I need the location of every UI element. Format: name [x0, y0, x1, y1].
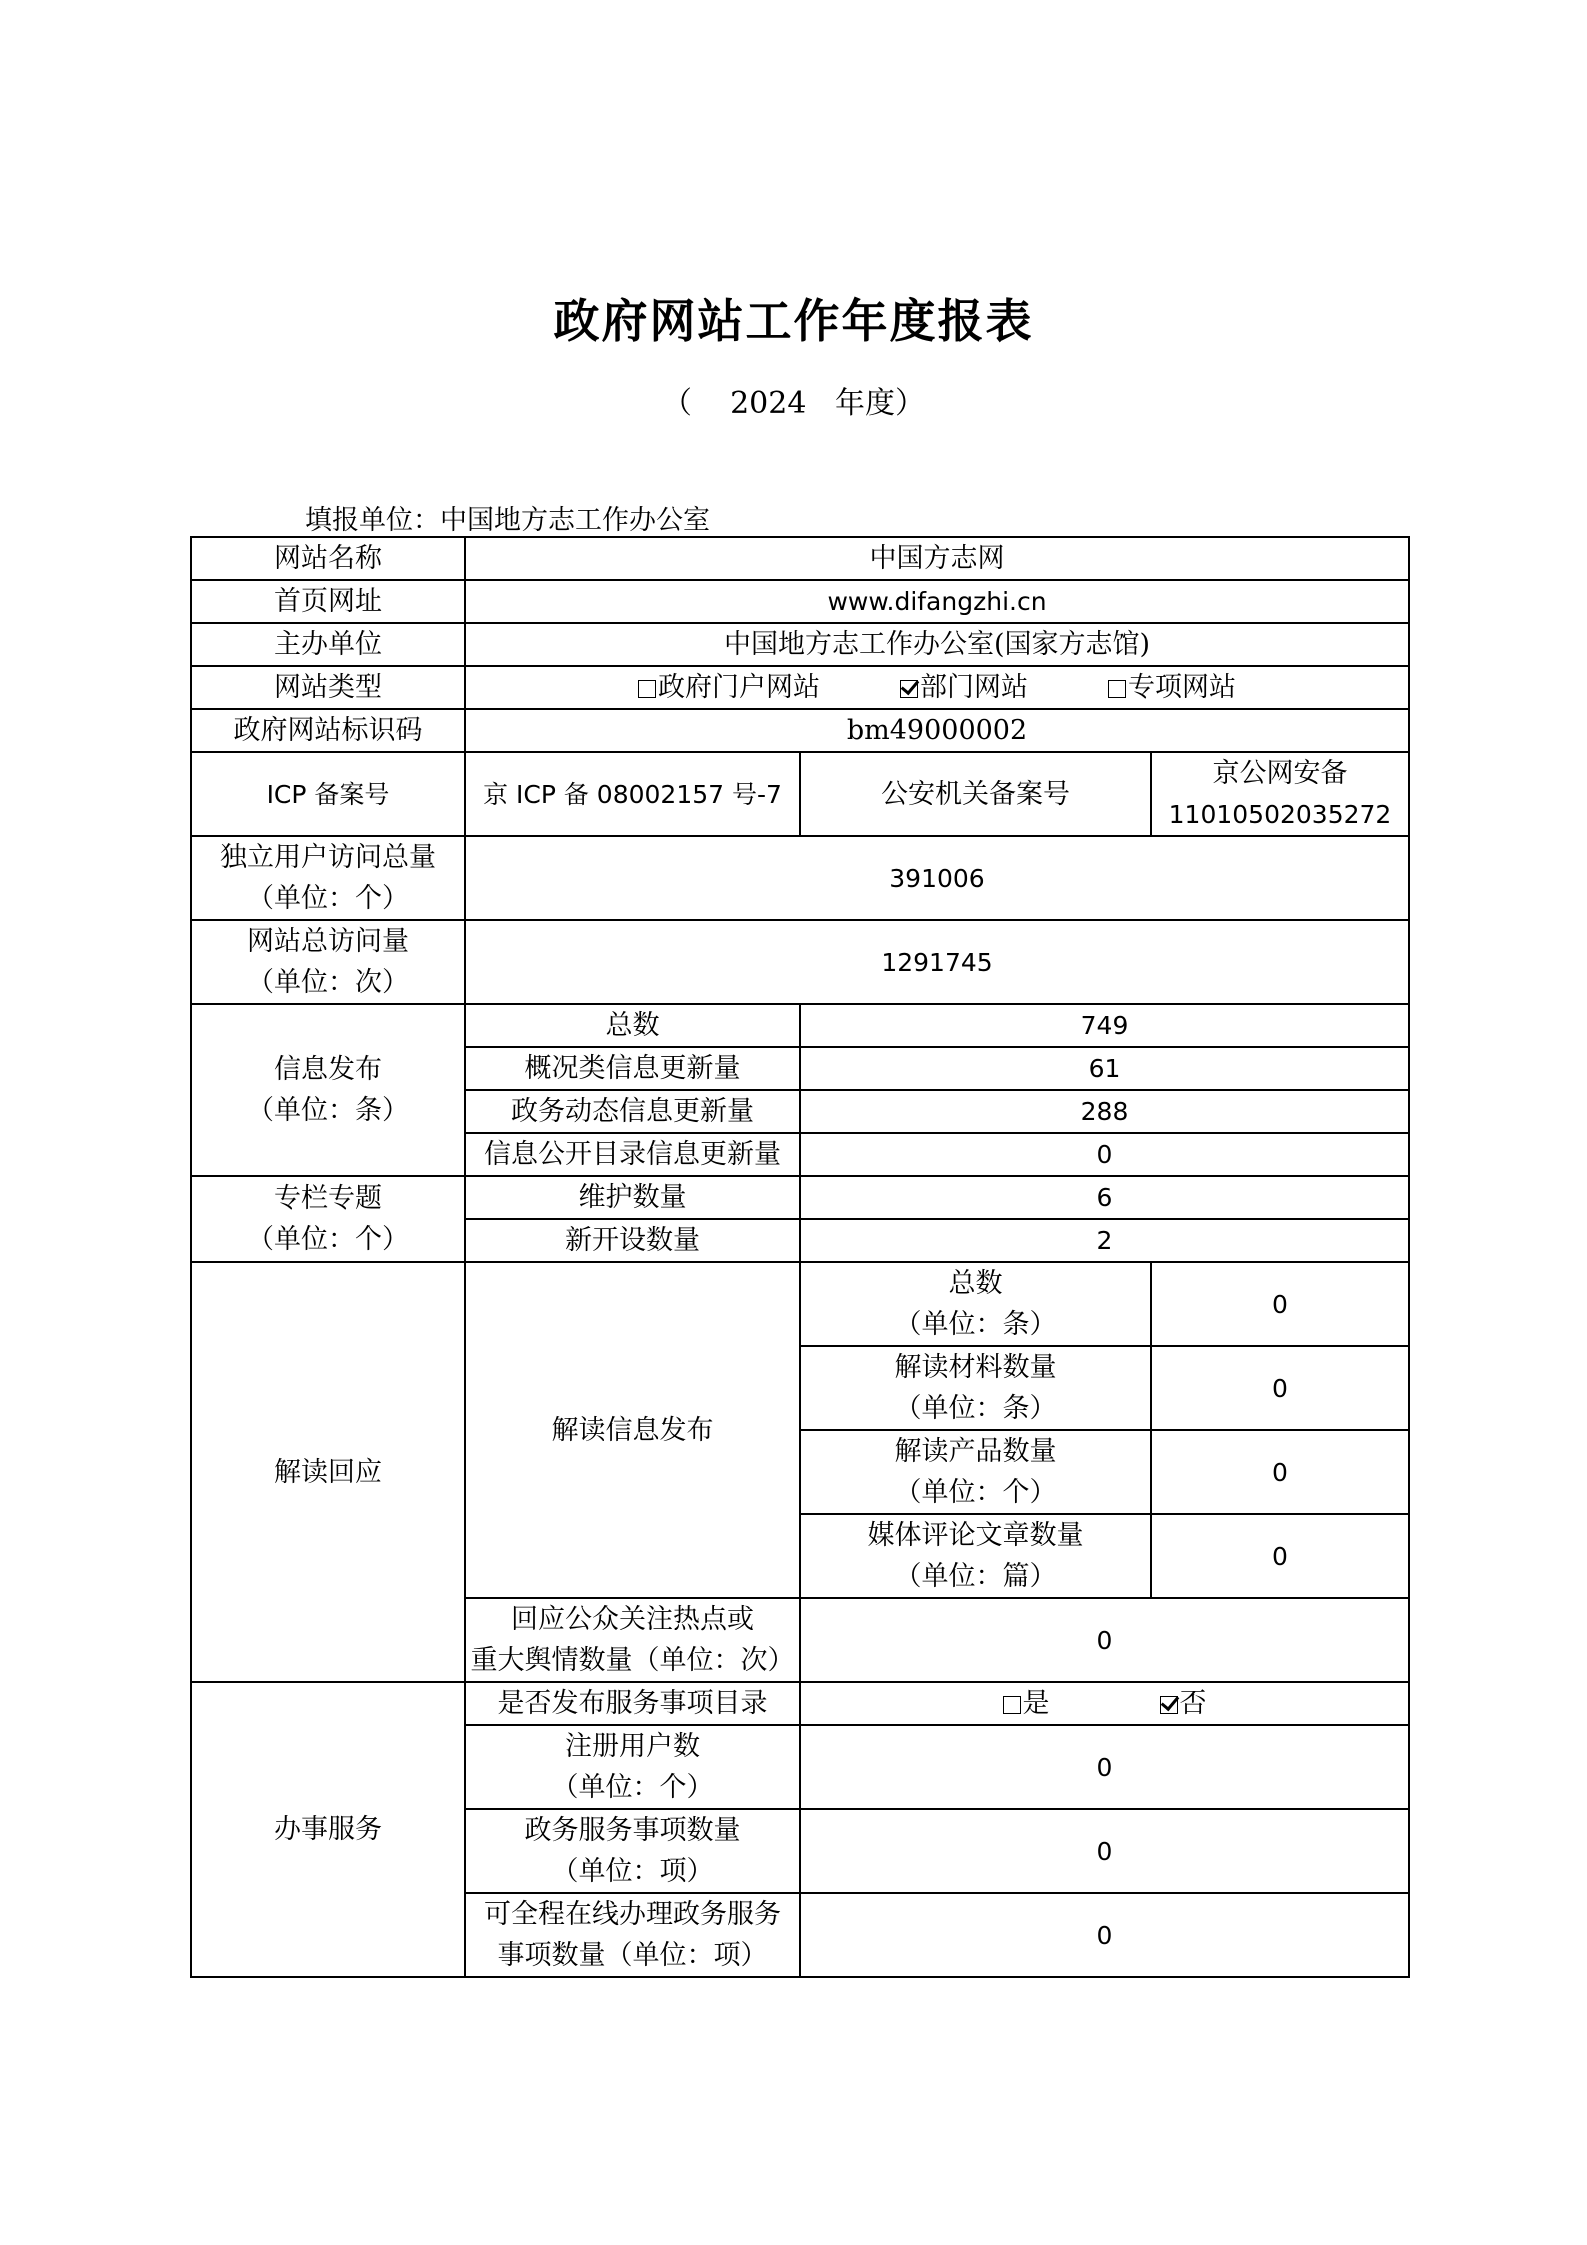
hotspot-label-line2: 重大舆情数量（单位：次）	[470, 1645, 795, 1676]
checkbox-checked-icon[interactable]	[1160, 1696, 1178, 1714]
service-item-value: 0	[800, 1809, 1409, 1893]
filling-unit: 填报单位：中国地方志工作办公室	[305, 505, 710, 536]
police-record-value	[1151, 752, 1409, 836]
hotspot-label-line1: 回应公众关注热点或	[511, 1604, 754, 1635]
row-interpret-total	[191, 1262, 1409, 1346]
column-item-label: 新开设数量	[465, 1219, 800, 1262]
service-item-value: 0	[800, 1893, 1409, 1977]
interpret-sub-label: 解读信息发布	[465, 1262, 800, 1598]
service-item-value: 0	[800, 1725, 1409, 1809]
police-record-value-line2: 11010502035272	[1168, 800, 1392, 829]
report-table	[190, 536, 1410, 1978]
column-item-value: 6	[800, 1176, 1409, 1219]
row-icp	[191, 752, 1409, 836]
pv-label-line1: 网站总访问量	[247, 926, 409, 957]
row-service-catalog	[191, 1682, 1409, 1725]
uv-label	[191, 836, 465, 920]
info-item-label: 总数	[465, 1004, 800, 1047]
column-label-line1: 专栏专题	[274, 1183, 382, 1214]
column-label-line2: （单位：个）	[247, 1224, 409, 1255]
info-item-value: 749	[800, 1004, 1409, 1047]
hotspot-value: 0	[800, 1598, 1409, 1682]
interpret-item-label	[800, 1346, 1151, 1430]
uv-label-line2: （单位：个）	[247, 883, 409, 914]
report-year-line	[0, 378, 1587, 422]
info-item-label: 政务动态信息更新量	[465, 1090, 800, 1133]
service-label: 办事服务	[191, 1682, 465, 1977]
site-type-option-portal[interactable]	[638, 667, 820, 708]
catalog-option-yes[interactable]	[1003, 1683, 1050, 1724]
police-record-label: 公安机关备案号	[800, 752, 1151, 836]
info-label	[191, 1004, 465, 1176]
checkbox-icon[interactable]	[1003, 1696, 1021, 1714]
uv-label-line1: 独立用户访问总量	[220, 842, 436, 873]
interpret-item-value: 0	[1151, 1262, 1409, 1346]
info-item-value: 0	[800, 1133, 1409, 1176]
interpret-item-label-line1: 解读材料数量	[894, 1352, 1057, 1383]
site-type-option-department[interactable]	[900, 667, 1028, 708]
catalog-option-no[interactable]	[1160, 1683, 1207, 1724]
info-item-label: 概况类信息更新量	[465, 1047, 800, 1090]
interpret-item-value: 0	[1151, 1346, 1409, 1430]
catalog-option-label: 否	[1179, 1688, 1207, 1719]
column-label	[191, 1176, 465, 1262]
service-item-label-line1: 可全程在线办理政务服务	[484, 1899, 781, 1930]
pv-label	[191, 920, 465, 1004]
row-page-views	[191, 920, 1409, 1004]
sponsor-value: 中国地方志工作办公室(国家方志馆)	[465, 623, 1409, 666]
site-type-option-label: 专项网站	[1128, 672, 1236, 703]
interpret-label: 解读回应	[191, 1262, 465, 1682]
catalog-option-label: 是	[1022, 1688, 1050, 1719]
service-item-label-line2: （单位：项）	[551, 1856, 714, 1887]
site-type-option-special[interactable]	[1108, 667, 1236, 708]
column-item-value: 2	[800, 1219, 1409, 1262]
interpret-item-label-line1: 总数	[948, 1268, 1003, 1299]
checkbox-icon[interactable]	[638, 680, 656, 698]
row-site-name	[191, 537, 1409, 580]
site-type-options	[465, 666, 1409, 709]
uv-value: 391006	[465, 836, 1409, 920]
year-suffix: 年度）	[806, 386, 926, 421]
row-unique-visitors	[191, 836, 1409, 920]
service-item-label-line1: 政务服务事项数量	[524, 1815, 741, 1846]
row-sponsor	[191, 623, 1409, 666]
site-name-label: 网站名称	[191, 537, 465, 580]
info-label-line2: （单位：条）	[247, 1095, 409, 1126]
row-column-maintain	[191, 1176, 1409, 1219]
service-item-label-line1: 注册用户数	[565, 1731, 700, 1762]
home-url-value: www.difangzhi.cn	[465, 580, 1409, 623]
service-catalog-options	[800, 1682, 1409, 1725]
interpret-item-label-line2: （单位：篇）	[894, 1561, 1057, 1592]
site-name-value: 中国方志网	[465, 537, 1409, 580]
interpret-item-label-line2: （单位：条）	[894, 1393, 1057, 1424]
site-id-value: bm49000002	[465, 709, 1409, 752]
service-item-label-line2: 事项数量（单位：项）	[497, 1940, 768, 1971]
icp-label: ICP 备案号	[191, 752, 465, 836]
interpret-item-label	[800, 1430, 1151, 1514]
pv-label-line2: （单位：次）	[247, 967, 409, 998]
column-item-label: 维护数量	[465, 1176, 800, 1219]
report-title: 政府网站工作年度报表	[553, 294, 1034, 348]
service-item-label	[465, 1725, 800, 1809]
info-item-value: 61	[800, 1047, 1409, 1090]
checkbox-checked-icon[interactable]	[900, 680, 918, 698]
site-type-label: 网站类型	[191, 666, 465, 709]
row-home-url	[191, 580, 1409, 623]
row-site-id	[191, 709, 1409, 752]
site-type-option-label: 政府门户网站	[658, 672, 820, 703]
icp-value: 京 ICP 备 08002157 号-7	[465, 752, 800, 836]
report-year: 2024	[730, 386, 807, 421]
interpret-item-label	[800, 1514, 1151, 1598]
info-item-label: 信息公开目录信息更新量	[465, 1133, 800, 1176]
interpret-item-label-line2: （单位：条）	[894, 1309, 1057, 1340]
interpret-item-label-line1: 解读产品数量	[894, 1436, 1057, 1467]
interpret-item-value: 0	[1151, 1514, 1409, 1598]
pv-value: 1291745	[465, 920, 1409, 1004]
sponsor-label: 主办单位	[191, 623, 465, 666]
interpret-item-value: 0	[1151, 1430, 1409, 1514]
year-prefix: （	[661, 386, 731, 421]
interpret-item-label	[800, 1262, 1151, 1346]
hotspot-label	[465, 1598, 800, 1682]
site-id-label: 政府网站标识码	[191, 709, 465, 752]
service-catalog-label: 是否发布服务事项目录	[465, 1682, 800, 1725]
interpret-item-label-line2: （单位：个）	[894, 1477, 1057, 1508]
row-info-total	[191, 1004, 1409, 1047]
checkbox-icon[interactable]	[1108, 680, 1126, 698]
service-item-label-line2: （单位：个）	[551, 1772, 714, 1803]
police-record-value-line1: 京公网安备	[1212, 758, 1348, 789]
row-site-type	[191, 666, 1409, 709]
service-item-label	[465, 1893, 800, 1977]
service-item-label	[465, 1809, 800, 1893]
site-type-option-label: 部门网站	[920, 672, 1028, 703]
home-url-label: 首页网址	[191, 580, 465, 623]
info-item-value: 288	[800, 1090, 1409, 1133]
info-label-line1: 信息发布	[274, 1054, 382, 1085]
interpret-item-label-line1: 媒体评论文章数量	[867, 1520, 1084, 1551]
